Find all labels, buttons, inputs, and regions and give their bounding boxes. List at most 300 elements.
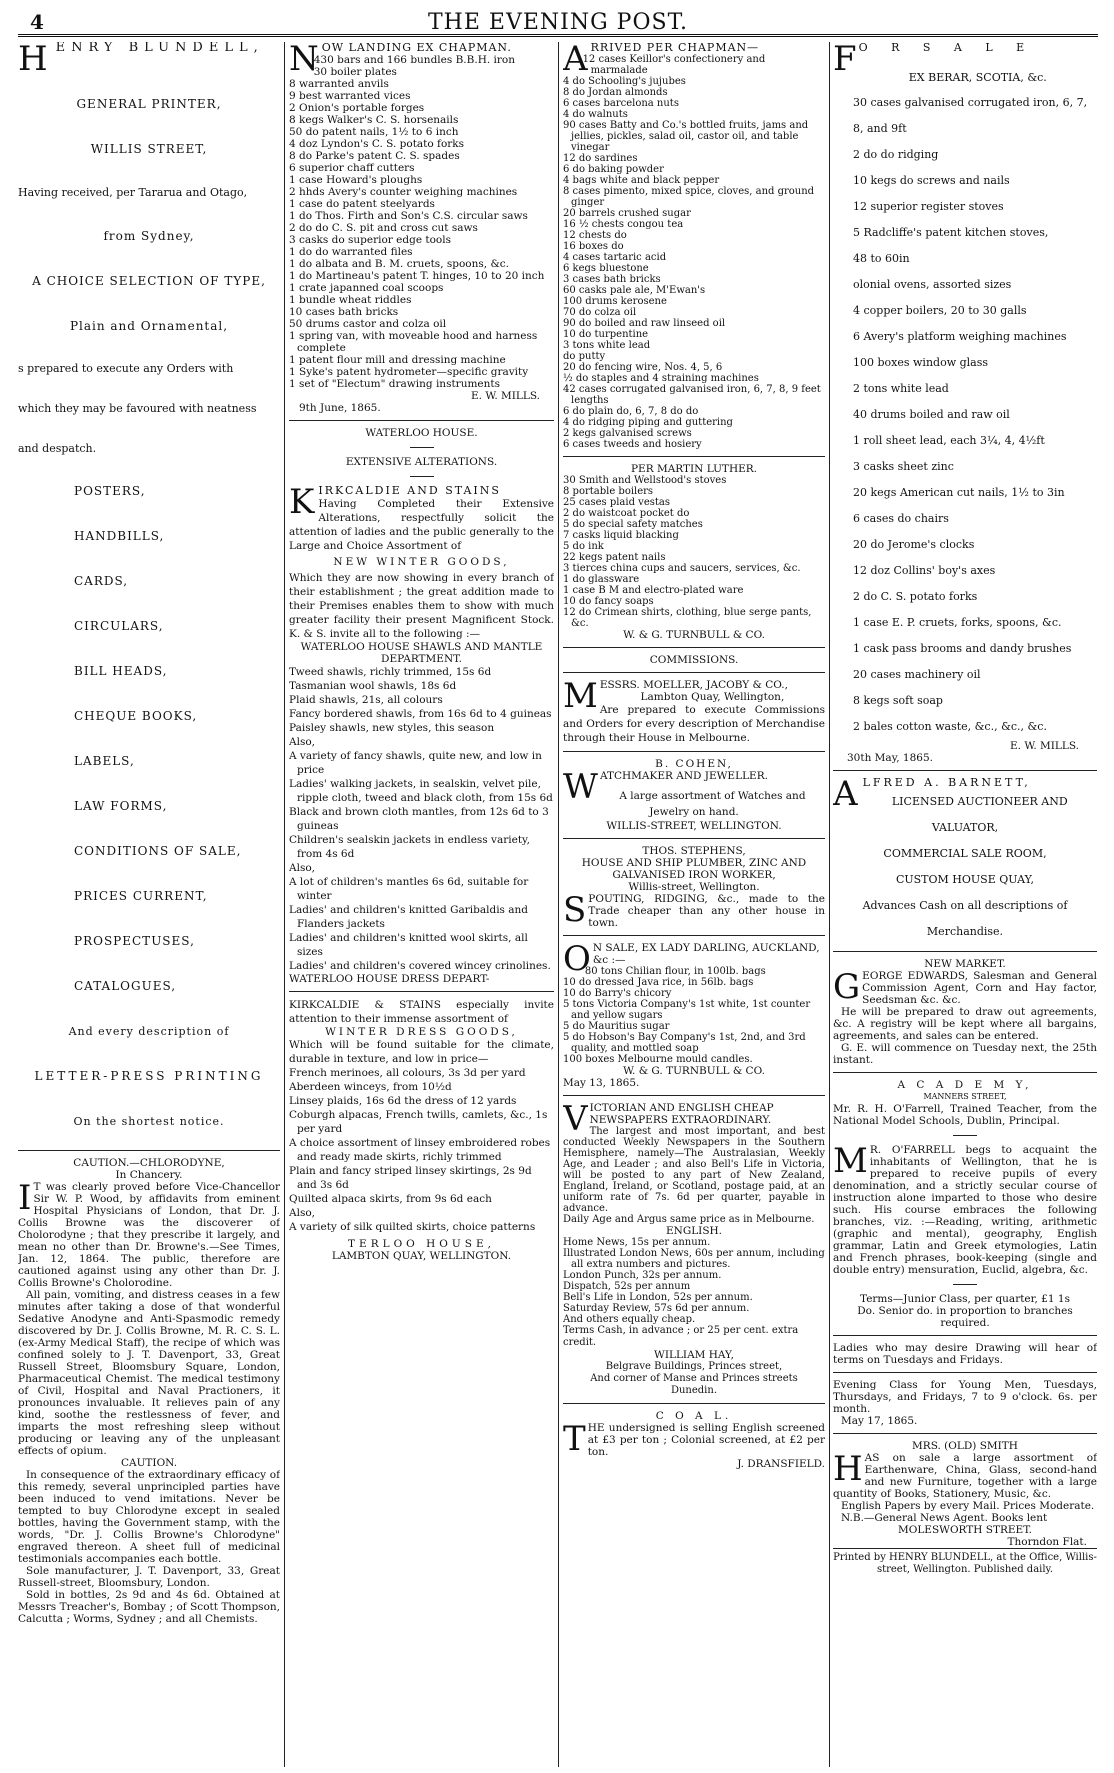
list-item: 42 cases corrugated galvanised iron, 6, 7, 8, 9 feet lengths: [563, 384, 821, 406]
sale-date: May 13, 1865.: [563, 1077, 640, 1089]
list-item: 9 best warranted vices: [289, 90, 411, 102]
smith-street: MOLESWORTH STREET.: [897, 1524, 1033, 1536]
list-item: Tweed shawls, richly trimmed, 15s 6d: [289, 666, 492, 678]
dropcap: A: [833, 774, 861, 814]
divider: [833, 770, 1097, 771]
turnbull-list: [563, 54, 825, 450]
chlorodyne-sub: In Chancery.: [115, 1169, 183, 1181]
academy-terms2: Do. Senior do. in proportion to branches required.: [857, 1305, 1073, 1329]
blundell-every: And every description of: [68, 1025, 230, 1038]
waterloo-foot1: TERLOO HOUSE,: [348, 1238, 495, 1250]
market-title: NEW MARKET.: [924, 958, 1006, 970]
list-item: 8 kegs soft soap: [853, 694, 943, 707]
list-item: 6 cases barcelona nuts: [563, 98, 679, 109]
list-item: Black and brown cloth mantles, from 12s 6d to 3 guineas: [289, 806, 549, 832]
list-item: 12 cases Keillor's confectionery and marmalade: [582, 54, 766, 76]
list-item: 5 Radcliffe's patent kitchen stoves,: [853, 226, 1049, 239]
cohen-name: B. COHEN,: [655, 758, 733, 770]
list-item: Dispatch, 52s per annum: [563, 1281, 691, 1292]
luther-head: PER MARTIN LUTHER.: [630, 463, 758, 475]
list-item: 1 do glassware: [563, 574, 640, 585]
list-item: 2 kegs galvanised screws: [563, 428, 692, 439]
forsale-signature: E. W. MILLS.: [1010, 740, 1079, 752]
print-item: HANDBILLS,: [74, 529, 165, 543]
dress-p: Which will be found suitable for the climate, durable in texture, and low in price—: [289, 1039, 554, 1065]
turnbull-signature: W. & G. TURNBULL & CO.: [623, 629, 765, 641]
smith-p2: English Papers by every Mail. Prices Moderate.: [841, 1500, 1095, 1512]
divider: [563, 1095, 825, 1096]
forsale-head: O R S A L E: [858, 42, 1035, 54]
chlorodyne-caution: CAUTION.: [120, 1457, 178, 1469]
divider: [563, 751, 825, 752]
divider: [563, 1403, 825, 1404]
list-item: A variety of fancy shawls, quite new, and low in price: [289, 750, 542, 776]
blundell-notice: On the shortest notice.: [73, 1115, 225, 1128]
list-item: 80 tons Chilian flour, in 100lb. bags: [584, 966, 766, 977]
list-item: 2 tons white lead: [853, 382, 949, 395]
list-item: Ladies' walking jackets, in sealskin, velvet pile, ripple cloth, tweed and black cloth, from 15s 6d: [289, 778, 553, 804]
list-item: 40 drums boiled and raw oil: [853, 408, 1010, 421]
stephens-ad: [563, 845, 825, 929]
mills-head: OW LANDING EX CHAPMAN.: [321, 42, 512, 54]
waterloo-goods: NEW WINTER GOODS,: [333, 556, 510, 568]
list-item: 22 kegs patent nails: [563, 552, 666, 563]
sale-head: N SALE, EX LADY DARLING, AUCKLAND, &c :—: [592, 942, 820, 966]
list-item: 5 do special safety matches: [563, 519, 703, 530]
divider: [563, 838, 825, 839]
list-item: Fancy bordered shawls, from 16s 6d to 4 guineas: [289, 708, 552, 720]
blundell-trade: GENERAL PRINTER,: [76, 97, 222, 111]
list-item: A variety of silk quilted skirts, choice patterns: [289, 1221, 536, 1233]
list-item: 16 ½ chests congou tea: [563, 219, 684, 230]
column-3: [563, 42, 825, 1767]
list-item: 1 roll sheet lead, each 3¼, 4, 4½ft: [853, 434, 1045, 447]
barnett-title1: LICENSED AUCTIONEER AND: [891, 795, 1068, 808]
list-item: 4 do walnuts: [563, 109, 628, 120]
academy-ad: [833, 1079, 1097, 1427]
column-1: [18, 42, 280, 1767]
chlorodyne-p3: In consequence of the extraordinary efficacy of this remedy, several unprincipled parties have been induced to vend imitations. Never be tempted to buy Chlorodyne except in sealed bottles, having the Government stamp, with the words, "Dr. J. Collis Browne's Chlorodyne" engraved thereon. A sheet full of medicinal testimonials accompanies each bottle.: [18, 1469, 280, 1565]
divider: [833, 1072, 1097, 1073]
dropcap: H: [833, 1449, 863, 1489]
academy-terms1: Terms—Junior Class, per quarter, £1 1s: [860, 1293, 1070, 1305]
academy-p1: R. O'FARRELL begs to acquaint the inhabitants of Wellington, that he is prepared to receive pupils of every denomination, and a strictly secular course of instruction alone imparted to those who desire such. His course embraces the following branches, viz. :—Reading, writing, arithmetic (graphic and mental), geography, English grammar, Latin and Greek etymologies, Latin and French phrases, book-keeping (single and double entry) mensuration, Euclid, algebra, &c.: [833, 1144, 1097, 1276]
waterloo-p1: Which they are now showing in every branch of their establishment ; the great addition made to their Premises enables them to show with much greater facility their present Magnificent Stock. K. & S. invite all to the following :—: [289, 572, 554, 640]
divider: [289, 991, 554, 992]
blundell-name: ENRY BLUNDELL,: [55, 42, 264, 55]
mills-list: [289, 54, 554, 390]
newspapers-addr1: Belgrave Buildings, Princes street,: [605, 1361, 783, 1372]
print-item: BILL HEADS,: [74, 664, 168, 678]
mills-date: 9th June, 1865.: [299, 402, 381, 414]
list-item: A choice assortment of linsey embroidered robes and ready made skirts, richly trimmed: [289, 1137, 551, 1163]
newspapers-ad: [563, 1099, 825, 1397]
list-item: 16 boxes do: [563, 241, 624, 252]
list-item: 4 do Schooling's jujubes: [563, 76, 686, 87]
blundell-choice: A CHOICE SELECTION OF TYPE,: [32, 274, 266, 288]
list-item: 50 drums castor and colza oil: [289, 318, 447, 330]
dropcap: K: [289, 482, 317, 522]
blundell-ad: [18, 42, 280, 1144]
list-item: 100 boxes Melbourne mould candles.: [563, 1054, 753, 1065]
list-item: 20 barrels crushed sugar: [563, 208, 691, 219]
column-4: [833, 42, 1097, 1767]
waterloo-foot2: LAMBTON QUAY, WELLINGTON.: [331, 1250, 512, 1262]
divider: [563, 672, 825, 673]
print-item: CATALOGUES,: [74, 979, 177, 993]
list-item: 2 Onion's portable forges: [289, 102, 425, 114]
sale-list: [563, 966, 825, 1065]
cohen-ad: [563, 758, 825, 832]
list-item: 3 casks do superior edge tools: [289, 234, 451, 246]
smith-flat: Thorndon Flat.: [1007, 1536, 1087, 1548]
list-item: 10 do Barry's chicory: [563, 988, 672, 999]
blundell-from: from Sydney,: [103, 229, 195, 243]
list-item: 1 do Martineau's patent T. hinges, 10 to 20 inch: [289, 270, 545, 282]
commissions-head: ESSRS. MOELLER, JACOBY & CO.,: [599, 679, 788, 691]
list-item: Bell's Life in London, 52s per annum.: [563, 1292, 753, 1303]
list-item: 10 kegs do screws and nails: [853, 174, 1010, 187]
turnbull-ad: [563, 42, 825, 641]
dropcap: S: [563, 890, 587, 930]
list-item: 2 hhds Avery's counter weighing machines: [289, 186, 518, 198]
dropcap: M: [833, 1141, 868, 1181]
list-item: 3 cases bath bricks: [563, 274, 661, 285]
list-item: 8 portable boilers: [563, 486, 654, 497]
forsale-date: 30th May, 1865.: [847, 752, 933, 764]
forsale-ad: [833, 42, 1097, 764]
list-item: 12 superior register stoves: [853, 200, 1004, 213]
list-item: Plain and fancy striped linsey skirtings, 2s 9d and 3s 6d: [289, 1165, 532, 1191]
print-item: CONDITIONS OF SALE,: [74, 844, 242, 858]
dropcap: M: [563, 676, 598, 716]
list-item: 7 casks liquid blacking: [563, 530, 679, 541]
newspapers-p2: Daily Age and Argus same price as in Melbourne.: [563, 1214, 815, 1225]
list-item: 3 tons white lead: [563, 340, 651, 351]
dropcap: G: [833, 967, 861, 1007]
divider: [563, 456, 825, 457]
list-item: 20 kegs American cut nails, 1½ to 3in: [853, 486, 1065, 499]
list-item: 1 do albata and B. M. cruets, spoons, &c.: [289, 258, 510, 270]
list-item: 30 boiler plates: [313, 66, 397, 78]
column-rule: [829, 42, 830, 1767]
mills-ad: [289, 42, 554, 414]
stephens-address: Willis-street, Wellington.: [628, 881, 760, 893]
list-item: 12 doz Collins' boy's axes: [853, 564, 996, 577]
print-item: LAW FORMS,: [74, 799, 168, 813]
list-item: Quilted alpaca skirts, from 9s 6d each: [289, 1193, 492, 1205]
list-item: Linsey plaids, 16s 6d the dress of 12 yards: [289, 1095, 517, 1107]
market-p2: He will be prepared to draw out agreements, &c. A registry will be kept where all bargains, agreements, and sales can be entered.: [833, 1006, 1097, 1042]
list-item: Aberdeen winceys, from 10½d: [289, 1081, 452, 1093]
list-item: 6 cases tweeds and hosiery: [563, 439, 702, 450]
list-item: Paisley shawls, new styles, this season: [289, 722, 495, 734]
list-item: 100 boxes window glass: [853, 356, 989, 369]
newspapers-english: ENGLISH.: [665, 1225, 723, 1237]
stephens-body: POUTING, RIDGING, &c., made to the Trade cheaper than any other house in town.: [588, 893, 825, 929]
sale-ad: [563, 939, 825, 1089]
coal-body: HE undersigned is selling English screened at £3 per ton ; Colonial screened, at £2 per ton.: [587, 1422, 825, 1458]
list-item: do putty: [563, 351, 606, 362]
list-item: 6 superior chaff cutters: [289, 162, 415, 174]
print-item: CARDS,: [74, 574, 129, 588]
list-item: 20 do fencing wire, Nos. 4, 5, 6: [563, 362, 723, 373]
imprint: Printed by HENRY BLUNDELL, at the Office, Willis-street, Wellington. Published daily.: [833, 1548, 1097, 1576]
dress-intro: KIRKCALDIE & STAINS especially invite attention to their immense assortment of: [289, 999, 554, 1025]
blundell-received: Having received, per Tararua and Otago,: [18, 186, 248, 199]
list-item: 1 case E. P. cruets, forks, spoons, &c.: [853, 616, 1062, 629]
waterloo-head: IRKCALDIE AND STAINS: [318, 484, 501, 497]
academy-teacher: Mr. R. H. O'Farrell, Trained Teacher, from the National Model Schools, Dublin, Principal.: [833, 1103, 1097, 1127]
list-item: 60 casks pale ale, M'Ewan's: [563, 285, 706, 296]
commissions-ad: [563, 654, 825, 745]
blundell-letterpress: LETTER-PRESS PRINTING: [34, 1069, 264, 1083]
stephens-name: THOS. STEPHENS,: [642, 845, 746, 857]
smith-p1: AS on sale a large assortment of Earthenware, China, Glass, second-hand and new Furniture, together with a large quantity of Books, Stationery, Music, &c.: [833, 1452, 1097, 1500]
list-item: 1 case B M and electro-plated ware: [563, 585, 744, 596]
papers-list: [563, 1237, 825, 1325]
list-item: London Punch, 32s per annum.: [563, 1270, 722, 1281]
list-item: 4 doz Lyndon's C. S. potato forks: [289, 138, 465, 150]
list-item: 48 to 60in: [853, 252, 910, 265]
list-item: 6 do baking powder: [563, 164, 664, 175]
list-item: 20 do Jerome's clocks: [853, 538, 975, 551]
column-rule: [284, 42, 285, 1767]
blundell-favoured: which they may be favoured with neatness: [18, 402, 257, 415]
list-item: 2 do C. S. potato forks: [853, 590, 978, 603]
list-item: 12 do sardines: [563, 153, 638, 164]
list-item: 6 cases do chairs: [853, 512, 949, 525]
smith-ad: [833, 1440, 1097, 1548]
list-item: 10 cases bath bricks: [289, 306, 399, 318]
list-item: 90 cases Batty and Co.'s bottled fruits, jams and jellies, pickles, salad oil, castor oil, and table vinegar: [563, 120, 809, 153]
academy-p2: Ladies who may desire Drawing will hear of terms on Tuesdays and Fridays.: [833, 1342, 1097, 1366]
list-item: 5 do Hobson's Bay Company's 1st, 2nd, and 3rd quality, and mottled soap: [563, 1032, 806, 1054]
smith-title: MRS. (OLD) SMITH: [912, 1440, 1018, 1452]
dress-head: WATERLOO HOUSE DRESS DEPART-: [289, 973, 490, 985]
dropcap: N: [289, 42, 320, 79]
divider: [833, 1433, 1097, 1434]
list-item: 5 do Mauritius sugar: [563, 1021, 670, 1032]
newspapers-name: WILLIAM HAY,: [654, 1349, 734, 1361]
academy-street: MANNERS STREET,: [923, 1092, 1007, 1101]
divider: [563, 935, 825, 936]
list-item: 1 cask pass brooms and dandy brushes: [853, 642, 1072, 655]
list-item: 3 casks sheet zinc: [853, 460, 954, 473]
newspaper-title: THE EVENING POST.: [427, 10, 689, 35]
chlorodyne-p1: T was clearly proved before Vice-Chancellor Sir W. P. Wood, by affidavits from eminent Hospital Physicians of London, that Dr. J. Collis Browne was the discoverer of Cholorodyne ; that they prescribe it largely, and mean no other than Dr. Browne's.—See Times, Jan. 12, 1864. The public, therefore are cautioned against using any other than Dr. J. Collis Browne's Cholorodine.: [18, 1181, 280, 1289]
list-item: 10 do dressed Java rice, in 56lb. bags: [563, 977, 754, 988]
commissions-title: COMMISSIONS.: [649, 654, 739, 666]
list-item: 6 kegs bluestone: [563, 263, 649, 274]
coal-signature: J. DRANSFIELD.: [737, 1458, 825, 1470]
turnbull-head: RRIVED PER CHAPMAN—: [590, 42, 760, 54]
list-item: 30 cases galvanised corrugated iron, 6, 7,: [853, 96, 1088, 109]
print-item: LABELS,: [74, 754, 135, 768]
list-item: 5 tons Victoria Company's 1st white, 1st counter and yellow sugars: [563, 999, 811, 1021]
newspapers-addr2: And corner of Manse and Princes streets: [590, 1373, 798, 1384]
column-rule: [558, 42, 559, 1767]
waterloo-alterations: EXTENSIVE ALTERATIONS.: [345, 456, 498, 468]
print-item: PRICES CURRENT,: [74, 889, 208, 903]
dropcap: A: [563, 42, 589, 79]
list-item: 2 bales cotton waste, &c., &c., &c.: [853, 720, 1047, 733]
chlorodyne-p5: Sold in bottles, 2s 9d and 4s 6d. Obtained at Messrs Treacher's, Bombay ; of Scott Thompson, Calcutta ; Worms, Sydney ; and all Chemists.: [18, 1589, 280, 1625]
chlorodyne-p4: Sole manufacturer, J. T. Davenport, 33, Great Russell-street, Bloomsbury, London.: [18, 1565, 280, 1589]
barnett-head: LFRED A. BARNETT,: [862, 776, 1031, 789]
page-number: 4: [30, 10, 44, 34]
newspapers-terms: Terms Cash, in advance ; or 25 per cent. extra credit.: [563, 1325, 799, 1348]
market-p3: G. E. will commence on Tuesday next, the 25th instant.: [833, 1042, 1097, 1066]
list-item: 1 spring van, with moveable hood and harness complete: [289, 330, 538, 354]
list-item: French merinoes, all colours, 3s 3d per yard: [289, 1067, 526, 1079]
list-item: 12 chests do: [563, 230, 627, 241]
divider: [833, 951, 1097, 952]
list-item: Ladies' and children's covered wincey crinolines.: [289, 960, 551, 972]
list-item: And others equally cheap.: [563, 1314, 696, 1325]
print-item: CIRCULARS,: [74, 619, 164, 633]
market-ad: [833, 958, 1097, 1066]
shawls-list: [289, 665, 554, 973]
list-item: Also,: [289, 736, 315, 748]
divider: [410, 476, 434, 477]
stephens-trade: HOUSE AND SHIP PLUMBER, ZINC AND GALVANISED IRON WORKER,: [581, 857, 807, 881]
list-item: ½ do staples and 4 straining machines: [563, 373, 759, 384]
list-item: 100 drums kerosene: [563, 296, 667, 307]
forsale-sub: EX BERAR, SCOTIA, &c.: [908, 71, 1047, 84]
list-item: 6 do plain do, 6, 7, 8 do do: [563, 406, 699, 417]
list-item: A lot of children's mantles 6s 6d, suitable for winter: [289, 876, 529, 902]
academy-p3: Evening Class for Young Men, Tuesdays, Thursdays, and Fridays, 7 to 9 o'clock. 6s. per month.: [833, 1379, 1097, 1415]
list-item: 1 case do patent steelyards: [289, 198, 435, 210]
list-item: 8 do Parke's patent C. S. spades: [289, 150, 460, 162]
list-item: Ladies' and children's knitted wool skirts, all sizes: [289, 932, 528, 958]
divider: [289, 420, 554, 421]
list-item: 12 do Crimean shirts, clothing, blue serge pants, &c.: [563, 607, 812, 629]
blundell-plain: Plain and Ornamental,: [69, 319, 229, 333]
newspapers-addr3: Dunedin.: [670, 1385, 718, 1396]
waterloo-ad: [289, 427, 554, 1262]
sale-signature: W. & G. TURNBULL & CO.: [623, 1065, 765, 1077]
list-item: 2 do waistcoat pocket do: [563, 508, 690, 519]
list-item: 20 cases machinery oil: [853, 668, 981, 681]
dress-list: [289, 1066, 554, 1234]
dropcap: O: [563, 939, 591, 979]
list-item: 430 bars and 166 bundles B.B.H. iron: [313, 54, 515, 66]
list-item: 1 do do warranted files: [289, 246, 413, 258]
barnett-ad: [833, 774, 1097, 945]
list-item: 8 kegs Walker's C. S. horsenails: [289, 114, 459, 126]
divider: [410, 447, 434, 448]
list-item: olonial ovens, assorted sizes: [853, 278, 1012, 291]
dropcap: F: [833, 42, 857, 79]
list-item: Plaid shawls, 21s, all colours: [289, 694, 443, 706]
blundell-street: WILLIS STREET,: [90, 142, 208, 156]
list-item: 70 do colza oil: [563, 307, 637, 318]
list-item: Also,: [289, 862, 315, 874]
masthead: [18, 6, 1098, 37]
list-item: 1 patent flour mill and dressing machine: [289, 354, 506, 366]
barnett-merchandise: Merchandise.: [926, 925, 1004, 938]
list-item: 4 do ridging piping and guttering: [563, 417, 733, 428]
list-item: 25 cases plaid vestas: [563, 497, 670, 508]
list-item: 1 case Howard's ploughs: [289, 174, 423, 186]
list-item: 2 do do ridging: [853, 148, 939, 161]
dropcap: H: [18, 42, 54, 79]
column-2: [289, 42, 554, 1767]
dropcap: V: [563, 1099, 588, 1139]
list-item: Coburgh alpacas, French twills, camlets, &c., 1s per yard: [289, 1109, 548, 1135]
list-item: 1 Syke's patent hydrometer—specific gravity: [289, 366, 529, 378]
commissions-sub: Lambton Quay, Wellington,: [640, 691, 785, 703]
luther-list: [563, 475, 825, 629]
commissions-body: Are prepared to execute Commissions and Orders for every description of Merchandise through their House in Melbourne.: [563, 704, 825, 744]
dress-goods: WINTER DRESS GOODS,: [325, 1026, 518, 1038]
list-item: Ladies' and children's knitted Garibaldis and Flanders jackets: [289, 904, 529, 930]
list-item: 8 cases pimento, mixed spice, cloves, and ground ginger: [563, 186, 815, 208]
list-item: Illustrated London News, 60s per annum, including all extra numbers and pictures.: [563, 1248, 825, 1270]
dropcap: W: [563, 767, 598, 807]
divider: [953, 1135, 977, 1136]
list-item: 10 do fancy soaps: [563, 596, 654, 607]
chlorodyne-p2: All pain, vomiting, and distress ceases in a few minutes after taking a dose of that wonderful Sedative Anodyne and Anti-Spasmodic remedy discovered by Dr. J. Collis Browne, M. R. C. S. L. (ex-Army Medical Staff), the recipe of which was confined solely to J. T. Davenport, 33, Great Russell Street, Bloomsbury Square, London, Pharmaceutical Chemist. The medical testimony of Civil, Hospital and Naval Practioners, it pronounces invaluable. It relieves pain of any kind, soothe the restlessness of fever, and imparts the most refreshing sleep without producing or leaving any of the unpleasant effects of opium.: [18, 1289, 280, 1457]
chlorodyne-ad: [18, 1157, 280, 1625]
chlorodyne-title: CAUTION.—CHLORODYNE,: [73, 1157, 225, 1169]
shawls-head: WATERLOO HOUSE SHAWLS AND MANTLE DEPARTMENT.: [300, 641, 543, 665]
coal-ad: [563, 1410, 825, 1470]
list-item: 5 do ink: [563, 541, 604, 552]
list-item: 90 do boiled and raw linseed oil: [563, 318, 726, 329]
list-item: 6 Avery's platform weighing machines: [853, 330, 1067, 343]
blundell-despatch: and despatch.: [18, 442, 97, 455]
list-item: 10 do turpentine: [563, 329, 649, 340]
blundell-prepared: s prepared to execute any Orders with: [18, 362, 234, 375]
list-item: 1 do Thos. Firth and Son's C.S. circular saws: [289, 210, 528, 222]
divider: [953, 1284, 977, 1285]
barnett-title2: VALUATOR,: [931, 821, 999, 834]
list-item: Tasmanian wool shawls, 18s 6d: [289, 680, 457, 692]
cohen-trade: ATCHMAKER AND JEWELLER.: [599, 770, 768, 782]
dropcap: T: [563, 1419, 586, 1459]
dropcap: I: [18, 1178, 32, 1218]
list-item: 4 bags white and black pepper: [563, 175, 720, 186]
newspapers-head: ICTORIAN AND ENGLISH CHEAP NEWSPAPERS EXTRAORDINARY.: [589, 1102, 774, 1126]
waterloo-intro: Having Completed their Extensive Alterations, respectfully solicit the attention of ladies and the public generally to the Large and Choice Assortment of: [289, 498, 554, 552]
mills-signature: E. W. MILLS.: [471, 390, 540, 402]
print-item: CHEQUE BOOKS,: [74, 709, 198, 723]
list-item: 3 tierces china cups and saucers, services, &c.: [563, 563, 801, 574]
list-item: 8, and 9ft: [853, 122, 907, 135]
list-item: Saturday Review, 57s 6d per annum.: [563, 1303, 750, 1314]
smith-p3: N.B.—General News Agent. Books lent: [841, 1512, 1048, 1524]
cohen-address: WILLIS-STREET, WELLINGTON.: [606, 820, 782, 832]
barnett-advances: Advances Cash on all descriptions of: [862, 899, 1068, 912]
list-item: 2 do do C. S. pit and cross cut saws: [289, 222, 478, 234]
print-item: PROSPECTUSES,: [74, 934, 195, 948]
coal-title: C O A L.: [655, 1410, 733, 1422]
newspapers-p1: The largest and most important, and best conducted Weekly Newspapers in the Southern Hemisphere, namely—The Australasian, Weekly Age, and Leader ; and also Bell's Life in Victoria, will be posted to any part of New Zealand, England, Ireland, or Scotland, postage paid, at an uniform rate of 7s. 6d per quarter, payable in advance.: [563, 1126, 825, 1214]
list-item: Also,: [289, 1207, 315, 1219]
divider: [18, 1150, 280, 1151]
list-item: 4 cases tartaric acid: [563, 252, 667, 263]
divider: [833, 1372, 1097, 1373]
list-item: 1 bundle wheat riddles: [289, 294, 412, 306]
barnett-room: COMMERCIAL SALE ROOM,: [883, 847, 1047, 860]
list-item: 50 do patent nails, 1½ to 6 inch: [289, 126, 459, 138]
list-item: Children's sealskin jackets in endless variety, from 4s 6d: [289, 834, 530, 860]
academy-date: May 17, 1865.: [841, 1415, 918, 1427]
divider: [563, 647, 825, 648]
